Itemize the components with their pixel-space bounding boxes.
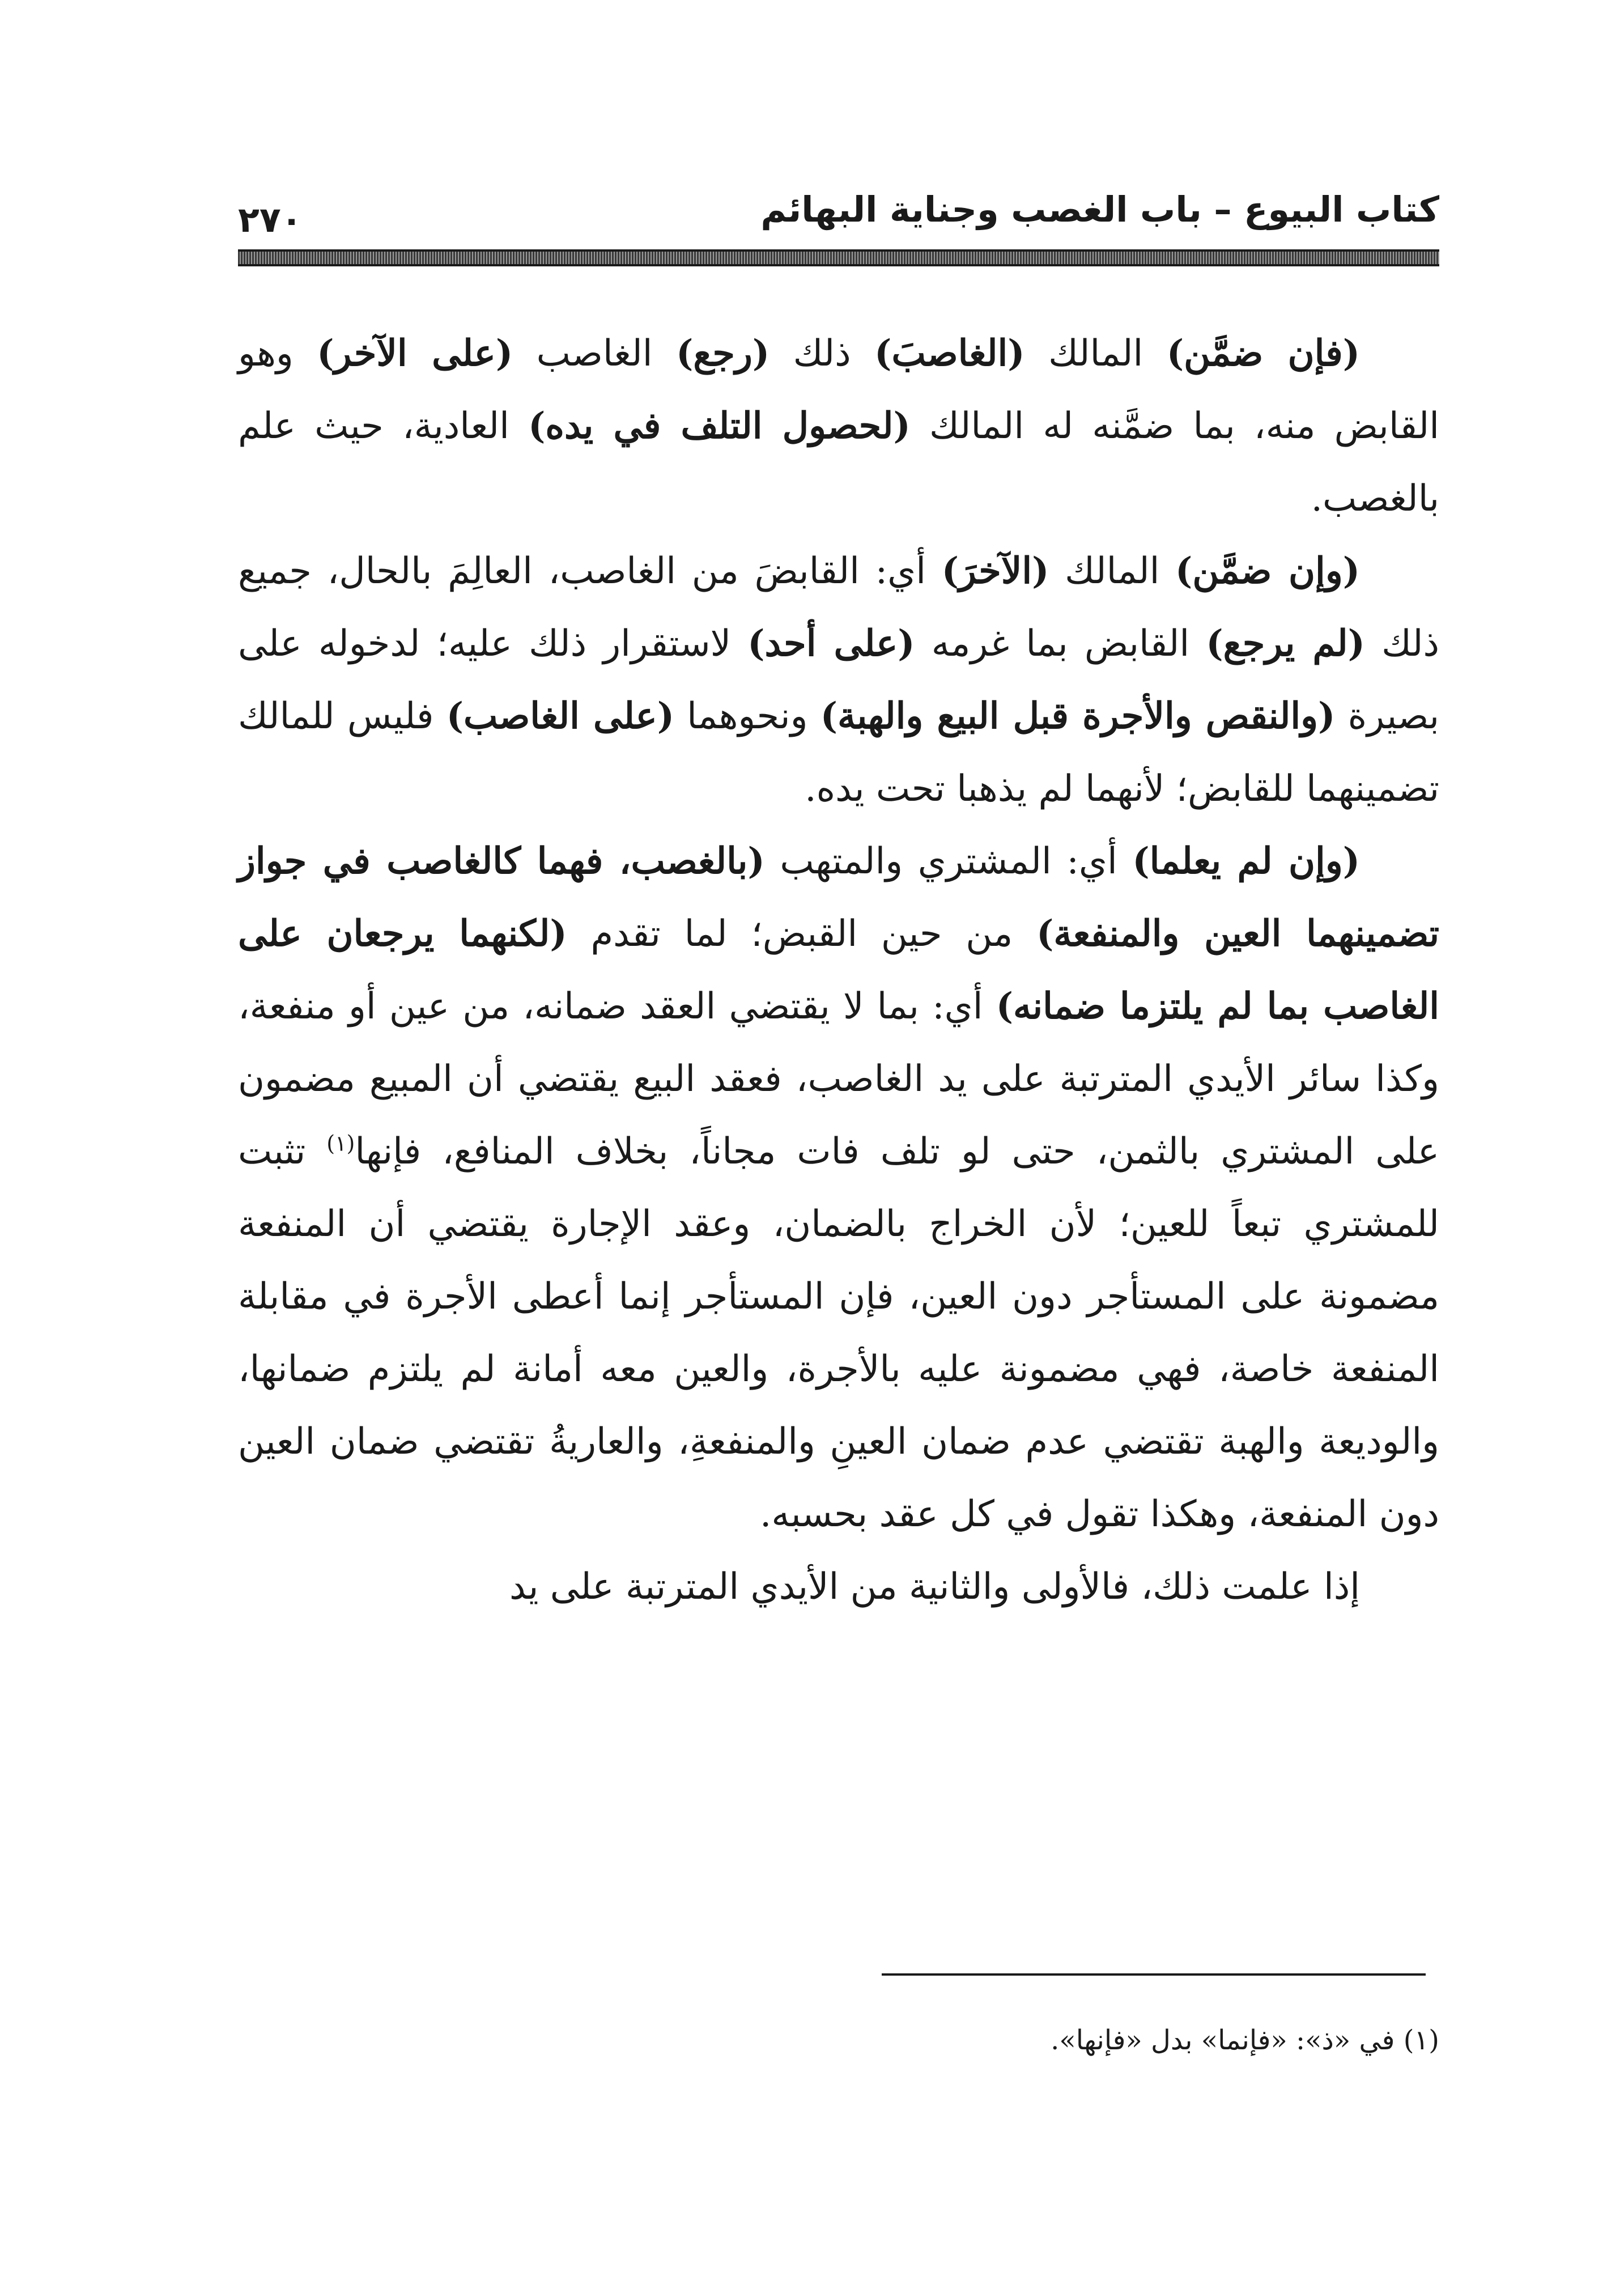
sharh-text: أي: المشتري والمتهب (764, 840, 1133, 882)
paragraph-3 (238, 825, 1439, 1551)
chapter-title: كتاب البيوع – باب الغصب وجناية البهائم (760, 189, 1439, 230)
matn-text: (رجع) (676, 332, 770, 375)
page-number: ٢٧٠ (238, 199, 303, 240)
matn-text: (الغاصبَ) (874, 332, 1025, 375)
footnote: (١) في «ذ»: «فإنما» بدل «فإنها». (1051, 2024, 1439, 2056)
matn-text: (على الآخر) (317, 332, 513, 375)
matn-text: (وإن لم يعلما) (1132, 840, 1361, 882)
paragraph-4 (238, 1551, 1439, 1623)
matn-text: (لم يرجع) (1206, 622, 1365, 665)
paragraph-2 (238, 535, 1439, 825)
matn-text: (والنقص والأجرة قبل البيع والهبة) (820, 695, 1336, 737)
sharh-text: لاستقرار ذلك عليه؛ لدخوله على بصيرة (238, 623, 1440, 737)
matn-text: (فإن ضمَّن) (1166, 332, 1361, 375)
sharh-text: إذا علمت ذلك، فالأولى والثانية من الأيدي المترتبة على يد (509, 1566, 1360, 1608)
sharh-text: المالك (1049, 550, 1176, 592)
sharh-text: فليس للمالك تضمينهما للقابض؛ لأنهما لم يذهبا تحت يده. (238, 695, 1439, 810)
sharh-text: القابض بما غرمه (915, 623, 1206, 665)
matn-text: (على الغاصب) (446, 695, 674, 737)
footnote-divider (882, 1973, 1426, 1976)
sharh-text: أي: القابضَ من الغاصب، العالِمَ بالحال، جميع ذلك (238, 550, 1440, 665)
sharh-text: ونحوهما (674, 695, 820, 737)
main-text (238, 317, 1439, 1623)
sharh-text: الغاصب (513, 333, 677, 375)
matn-text: (لكنهما يرجعان على الغاصب بما لم يلتزما ضمانه) (238, 912, 1440, 1027)
matn-text: (بالغصب، فهما كالغاصب في جواز تضمينهما العين والمنفعة) (238, 840, 1440, 955)
paragraph-1 (238, 317, 1439, 535)
sharh-text: أي: بما لا يقتضي العقد ضمانه، من عين أو منفعة، وكذا سائر الأيدي المترتبة على يد الغاصب، فعقد البيع يقتضي أن المبيع مضمون على المشتري بالثمن، حتى لو تلف فات مجاناً، بخلاف المنافع، فإنها (238, 986, 1440, 1173)
matn-text: (وإن ضمَّن) (1175, 550, 1360, 592)
sharh-text: تثبت للمشتري تبعاً للعين؛ لأن الخراج بالضمان، وعقد الإجارة يقتضي أن المنفعة مضمونة على المستأجر دون العين، فإن المستأجر إنما أعطى الأجرة في مقابلة المنفعة خاصة، فهي مضمونة عليه بالأجرة، والعين معه أمانة لم يلتزم ضمانها، والوديعة والهبة تقتضي عدم ضمان العينِ والمنفعةِ، والعاريةُ تقتضي ضمان العين دون المنفعة، وهكذا تقول في كل عقد بحسبه. (238, 1131, 1439, 1535)
page-header (238, 181, 1439, 249)
matn-text: (الآخرَ) (941, 550, 1049, 592)
matn-text: (لحصول التلف في يده) (528, 405, 911, 447)
sharh-text: ذلك (770, 333, 875, 375)
sharh-text: العادية، حيث علم بالغصب. (238, 405, 1439, 520)
sharh-text: المالك (1024, 333, 1167, 375)
header-divider (238, 249, 1439, 266)
sharh-text: من حين القبض؛ لما تقدم (567, 913, 1037, 955)
footnote-reference: (١) (326, 1131, 355, 1156)
sharh-text: وهو القابض منه، بما ضمَّنه له المالك (238, 333, 1440, 447)
matn-text: (على أحد) (747, 622, 915, 665)
